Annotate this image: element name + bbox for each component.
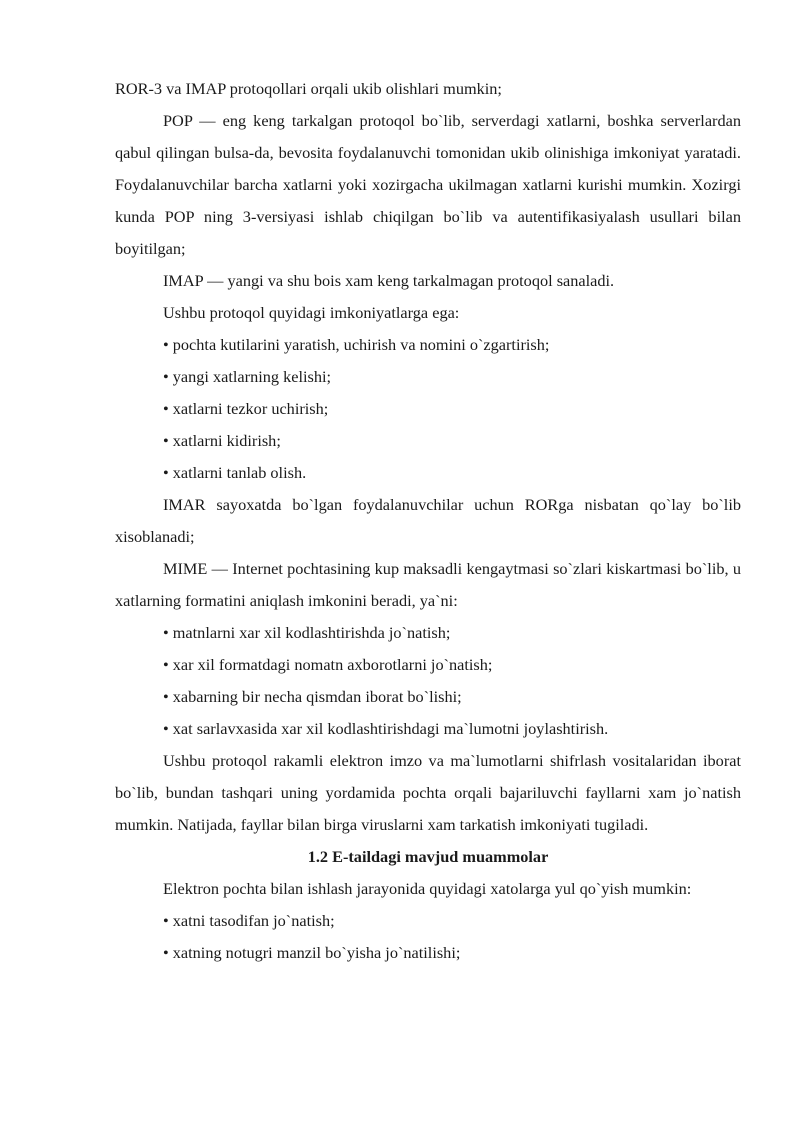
paragraph-imap-features-intro: Ushbu protoqol quyidagi imkoniyatlarga ega: [163,303,460,322]
list-item: • xatlarni tanlab olish. [163,463,307,482]
paragraph-problems-intro: Elektron pochta bilan ishlash jarayonida quyidagi xatolarga yul qo`yish mumkin: [163,879,692,898]
list-item: • xatlarni tezkor uchirish; [163,399,329,418]
paragraph-pop: POP — eng keng tarkalgan protoqol bo`lib, serverdagi xatlarni, boshka serverlardan qabul qilingan bulsa-da, bevosita foydalanuvchi tomonidan ukib olinishiga imkoniyat yaratadi. Foydalanuvchilar barcha xatlarni yoki xozirgacha ukilmagan xatlarni kurishi mumkin. Xozirgi kunda POP ning 3-versiyasi ishlab chiqilgan bo`lib va autentifikasiyalash usullari bilan boyitilgan; [115,111,741,258]
list-item: • pochta kutilarini yaratish, uchirish va nomini o`zgartirish; [163,335,550,354]
list-item: • xatni tasodifan jo`natish; [163,911,335,930]
problem-list [115,905,741,969]
list-item: • xat sarlavxasida xar xil kodlashtirishdagi ma`lumotni joylashtirish. [163,719,609,738]
list-item: • xabarning bir necha qismdan iborat bo`lishi; [163,687,462,706]
list-item: • yangi xatlarning kelishi; [163,367,332,386]
paragraph-imap: IMAP — yangi va shu bois xam keng tarkalmagan protoqol sanaladi. [163,271,615,290]
list-item: • xatlarni kidirish; [163,431,281,450]
mime-feature-list [115,617,741,745]
list-item: • xar xil formatdagi nomatn axborotlarni jo`natish; [163,655,493,674]
section-heading: 1.2 E-taildagi mavjud muammolar [307,847,549,866]
document-body [115,73,741,969]
list-item: • xatning notugri manzil bo`yisha jo`natilishi; [163,943,461,962]
list-item: • matnlarni xar xil kodlashtirishda jo`natish; [163,623,451,642]
paragraph-mime: MIME — Internet pochtasining kup maksadli kengaytmasi so`zlari kiskartmasi bo`lib, u xatlarning formatini aniqlash imkonini beradi, ya`ni: [115,559,741,610]
paragraph: ROR-3 va IMAP protoqollari orqali ukib olishlari mumkin; [115,79,502,98]
paragraph-imar: IMAR sayoxatda bo`lgan foydalanuvchilar uchun RORga nisbatan qo`lay bo`lib xisoblanadi; [115,495,741,546]
imap-feature-list [115,329,741,489]
paragraph-security: Ushbu protoqol rakamli elektron imzo va ma`lumotlarni shifrlash vositalaridan iborat bo`lib, bundan tashqari uning yordamida pochta orqali bajariluvchi fayllarni xam jo`natish mumkin. Natijada, fayllar bilan birga viruslarni xam tarkatish imkoniyati tugiladi. [115,751,741,834]
